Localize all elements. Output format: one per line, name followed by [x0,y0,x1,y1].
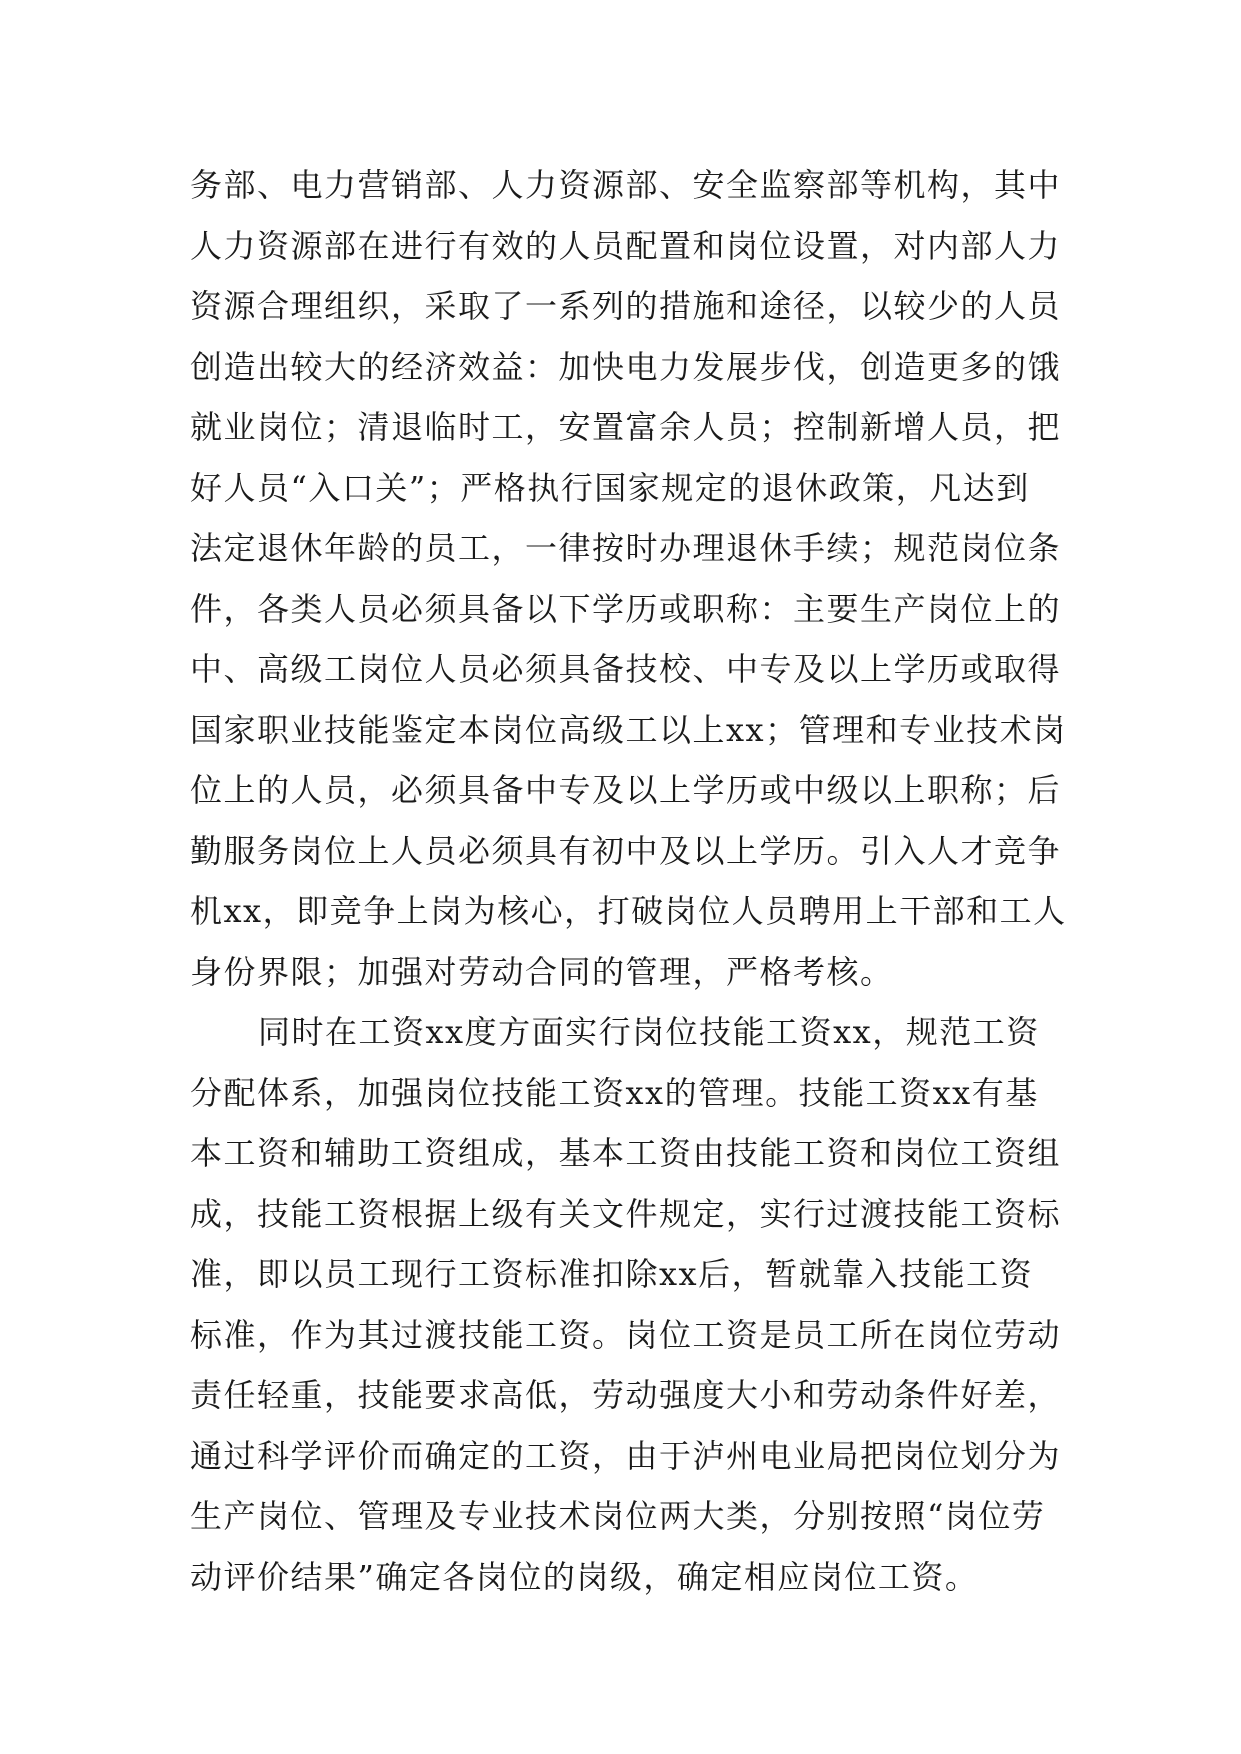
text-line: 成，技能工资根据上级有关文件规定，实行过渡技能工资标 [190,1194,1062,1233]
text-line: 标准，作为其过渡技能工资。岗位工资是员工所在岗位劳动 [190,1315,1062,1354]
text-line: 生产岗位、管理及专业技术岗位两大类，分别按照“岗位劳 [190,1497,1046,1535]
paragraph-1 [190,155,1070,1002]
text-line: 分配体系，加强岗位技能工资xx的管理。技能工资xx有基 [190,1073,1039,1112]
text-line: 件，各类人员必须具备以下学历或职称：主要生产岗位上的 [190,589,1062,628]
paragraph-2 [190,1002,1070,1607]
text-line: 中、高级工岗位人员必须具备技校、中专及以上学历或取得 [190,650,1062,688]
text-line: 就业岗位；清退临时工，安置富余人员；控制新增人员，把 [190,408,1062,446]
text-line: 责任轻重，技能要求高低，劳动强度大小和劳动条件好差， [190,1376,1062,1414]
text-line: 动评价结果”确定各岗位的岗级，确定相应岗位工资。 [190,1557,979,1596]
text-line: 准，即以员工现行工资标准扣除xx后，暂就靠入技能工资 [190,1255,1034,1293]
text-line: 通过科学评价而确定的工资，由于泸州电业局把岗位划分为 [190,1436,1062,1475]
text-line: 法定退休年龄的员工，一律按时办理退休手续；规范岗位条 [190,529,1062,567]
document-body [190,155,1070,1607]
text-line: 人力资源部在进行有效的人员配置和岗位设置，对内部人力 [190,226,1062,265]
text-line: 勤服务岗位上人员必须具有初中及以上学历。引入人才竞争 [190,831,1062,870]
text-line: 本工资和辅助工资组成，基本工资由技能工资和岗位工资组 [190,1134,1062,1172]
text-line: 资源合理组织，采取了一系列的措施和途径，以较少的人员 [190,287,1062,325]
text-line: 位上的人员，必须具备中专及以上学历或中级以上职称；后 [190,771,1062,809]
text-line: 机xx，即竞争上岗为核心，打破岗位人员聘用上干部和工人 [190,892,1067,930]
text-line: 好人员“入口关”；严格执行国家规定的退休政策，凡达到 [190,468,1030,507]
text-line: 务部、电力营销部、人力资源部、安全监察部等机构，其中 [190,166,1062,204]
text-line: 国家职业技能鉴定本岗位高级工以上xx；管理和专业技术岗 [190,710,1067,749]
text-line: 创造出较大的经济效益：加快电力发展步伐，创造更多的饿 [190,347,1062,386]
text-line: 同时在工资xx度方面实行岗位技能工资xx，规范工资 [258,1013,1040,1051]
text-line: 身份界限；加强对劳动合同的管理，严格考核。 [190,952,894,991]
